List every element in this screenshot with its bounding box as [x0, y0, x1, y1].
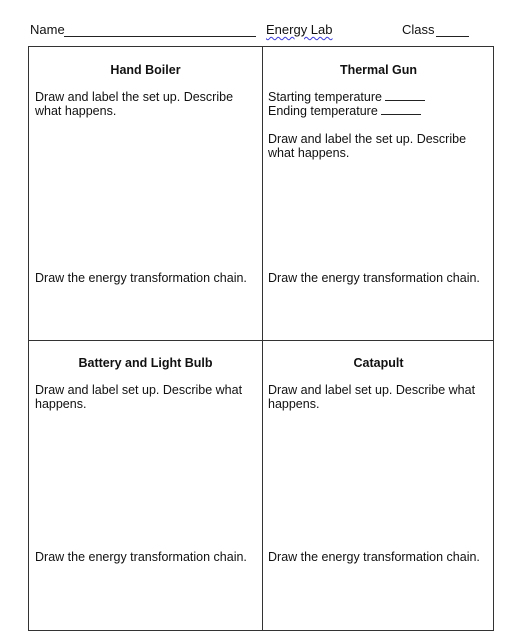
- cell-chain-prompt: Draw the energy transformation chain.: [268, 271, 480, 285]
- starting-temperature-blank: [385, 90, 425, 101]
- ending-temperature-label: Ending temperature: [268, 104, 378, 118]
- name-label: Name: [30, 22, 65, 37]
- cell-title: Catapult: [353, 356, 404, 370]
- cell-chain-prompt: Draw the energy transformation chain.: [268, 550, 480, 564]
- ending-temperature-blank: [381, 104, 421, 115]
- lab-grid: [28, 46, 494, 631]
- cell-chain-prompt: Draw the energy transformation chain.: [35, 271, 247, 285]
- ending-temperature-row: [268, 104, 488, 118]
- cell-title: Battery and Light Bulb: [78, 356, 213, 370]
- cell-instructions: Draw and label set up. Describe what happens.: [35, 383, 243, 411]
- starting-temperature-row: [268, 90, 488, 104]
- class-blank-line: [436, 36, 469, 37]
- cell-battery-light-bulb: [29, 340, 262, 630]
- class-label: Class: [402, 22, 435, 37]
- cell-chain-prompt: Draw the energy transformation chain.: [35, 550, 247, 564]
- cell-hand-boiler: [29, 47, 262, 340]
- cell-thermal-gun: [262, 47, 495, 340]
- name-blank-line: [64, 36, 256, 37]
- worksheet-title-text: Energy Lab: [266, 22, 333, 37]
- cell-catapult: [262, 340, 495, 630]
- starting-temperature-label: Starting temperature: [268, 90, 382, 104]
- worksheet-title: [266, 22, 333, 37]
- cell-instructions: Draw and label set up. Describe what happens.: [268, 383, 476, 411]
- cell-instructions: Draw and label the set up. Describe what happens.: [35, 90, 234, 118]
- cell-title: Hand Boiler: [110, 63, 181, 77]
- worksheet-header: [0, 0, 522, 46]
- cell-title: Thermal Gun: [339, 63, 418, 77]
- cell-instructions: Draw and label the set up. Describe what happens.: [268, 132, 467, 160]
